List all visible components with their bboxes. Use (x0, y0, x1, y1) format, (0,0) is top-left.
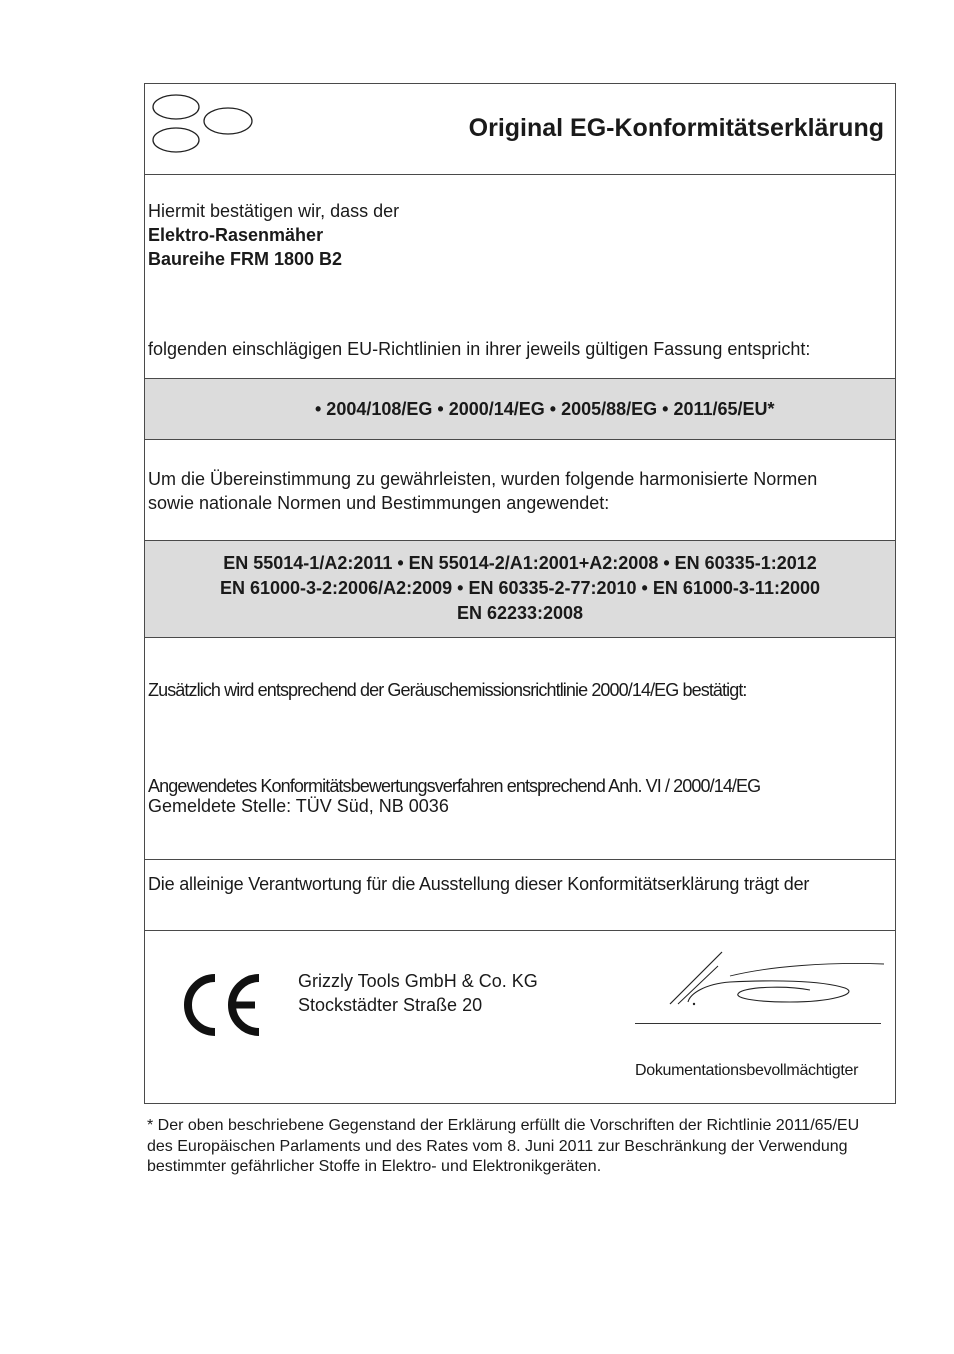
norms-line3: EN 62233:2008 (456, 603, 584, 623)
directives-section (145, 379, 895, 440)
signatory-role: Dokumentationsbevollmächtigter (635, 1062, 859, 1079)
noise-section (145, 638, 895, 860)
procedure-line: Angewendetes Konformitätsbewertungsverfahren entsprechend Anh. VI / 2000/14/EG (148, 776, 761, 796)
norms-line2: EN 61000-3-2:2006/A2:2009 • EN 60335-2-77:2010 • EN 61000-3-11:2000 (219, 578, 820, 598)
intro-section (145, 175, 895, 379)
page-title: Original EG-Konformitätserklärung (468, 114, 884, 142)
signature-image (660, 946, 885, 1018)
directives-lead: folgenden einschlägigen EU-Richtlinien in ihrer jeweils gültigen Fassung entspricht: (148, 339, 811, 359)
noise-line: Zusätzlich wird entsprechend der Geräuschemissionsrichtlinie 2000/14/EG bestätigt: (148, 680, 747, 700)
footnote: * Der oben beschriebene Gegenstand der Erklärung erfüllt die Vorschriften der Richtlinie 2011/65/EU des Europäischen Parlaments und des Rates vom 8. Juni 2011 zur Beschränkung der Verwendung bestimmter gefährlicher Stoffe in Elektro- und Elektronikgeräten. (147, 1117, 860, 1175)
declaration-frame (144, 83, 896, 1104)
norms-section (145, 541, 895, 638)
norms-intro-line2: sowie nationale Normen und Bestimmungen angewendet: (148, 493, 610, 513)
product-name: Elektro-Rasenmäher (148, 225, 324, 245)
company-address (298, 969, 538, 1017)
norms-intro-line1: Um die Übereinstimmung zu gewährleisten, wurden folgende harmonisierte Normen (148, 469, 818, 489)
company-name: Grizzly Tools GmbH & Co. KG (298, 971, 538, 991)
signature-line (635, 1023, 881, 1024)
language-oval-icon (150, 94, 255, 158)
norms-intro-section (145, 440, 895, 541)
header-section (145, 84, 895, 175)
intro-line: Hiermit bestätigen wir, dass der (148, 201, 400, 221)
responsibility-line: Die alleinige Verantwortung für die Ausstellung dieser Konformitätserklärung trägt der (148, 874, 810, 894)
ce-mark-icon (175, 969, 265, 1041)
company-street: Stockstädter Straße 20 (298, 995, 483, 1015)
product-series: Baureihe FRM 1800 B2 (148, 249, 343, 269)
responsibility-section (145, 860, 895, 931)
notified-body-line: Gemeldete Stelle: TÜV Süd, NB 0036 (148, 796, 449, 816)
signatory-section (145, 931, 895, 1105)
directives-list: • 2004/108/EG • 2000/14/EG • 2005/88/EG • 2011/65/EU* (315, 399, 775, 419)
norms-line1: EN 55014-1/A2:2011 • EN 55014-2/A1:2001+A2:2008 • EN 60335-1:2012 (223, 553, 817, 573)
